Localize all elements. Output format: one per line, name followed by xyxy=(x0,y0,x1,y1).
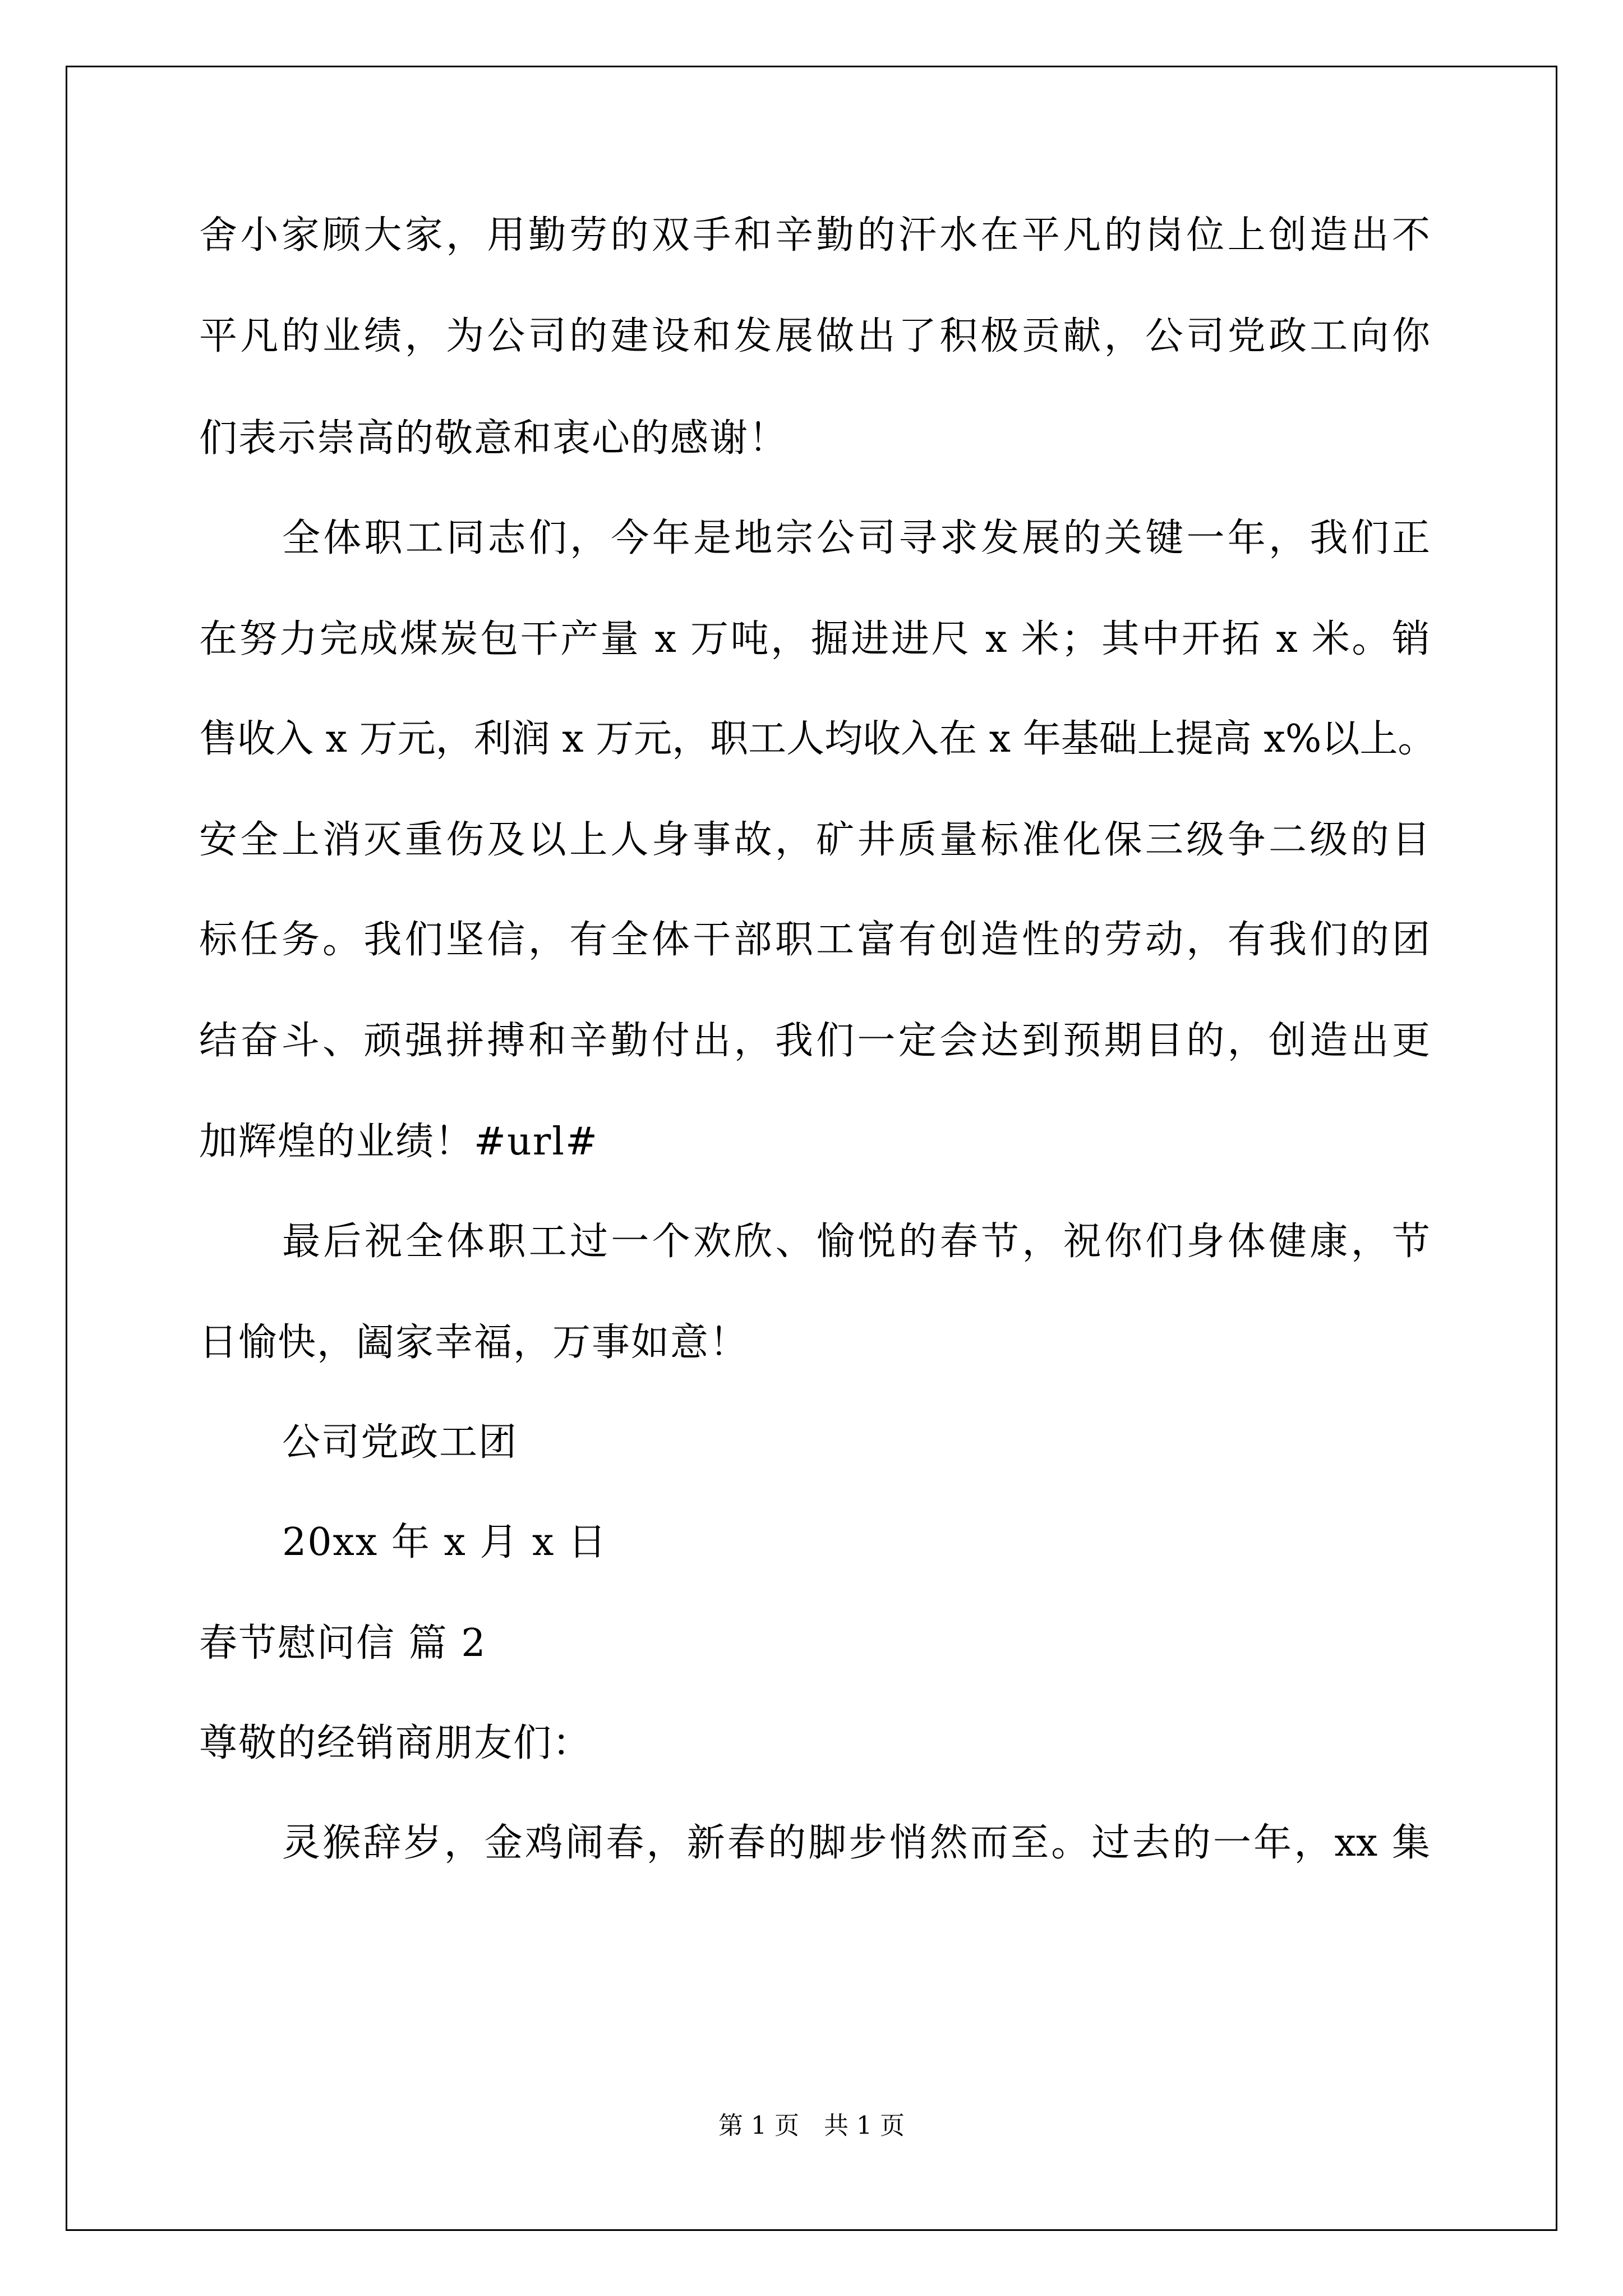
text-line: 结奋斗、顽强拼搏和辛勤付出，我们一定会达到预期目的，创造出更 xyxy=(199,1019,1430,1063)
signature-date: 20xx 年 x 月 x 日 xyxy=(282,1520,608,1565)
text-line: 加辉煌的业绩！#url# xyxy=(199,1120,599,1164)
text-line: 们表示崇高的敬意和衷心的感谢！ xyxy=(199,416,789,461)
text-line: 舍小家顾大家，用勤劳的双手和辛勤的汗水在平凡的岗位上创造出不 xyxy=(199,213,1430,257)
salutation: 尊敬的经销商朋友们： xyxy=(199,1721,592,1765)
page-footer: 第 1 页 共 1 页 xyxy=(718,2111,905,2140)
text-line: 售收入 x 万元，利润 x 万元，职工人均收入在 x 年基础上提高 x%以上。 xyxy=(199,717,1436,761)
paragraph-start-line: 全体职工同志们，今年是地宗公司寻求发展的关键一年，我们正 xyxy=(282,516,1430,560)
text-line: 在努力完成煤炭包干产量 x 万吨，掘进进尺 x 米；其中开拓 x 米。销 xyxy=(199,617,1430,661)
section-heading: 春节慰问信 篇 2 xyxy=(199,1621,487,1665)
text-line: 安全上消灭重伤及以上人身事故，矿井质量标准化保三级争二级的目 xyxy=(199,818,1430,862)
text-line: 标任务。我们坚信，有全体干部职工富有创造性的劳动，有我们的团 xyxy=(199,918,1430,962)
paragraph-start-line: 灵猴辞岁，金鸡闹春，新春的脚步悄然而至。过去的一年，xx 集 xyxy=(282,1821,1430,1865)
paragraph-start-line: 最后祝全体职工过一个欢欣、愉悦的春节，祝你们身体健康，节 xyxy=(282,1220,1430,1264)
signature-organization: 公司党政工团 xyxy=(282,1420,518,1465)
text-line: 日愉快，阖家幸福，万事如意！ xyxy=(199,1320,749,1365)
text-line: 平凡的业绩，为公司的建设和发展做出了积极贡献，公司党政工向你 xyxy=(199,314,1430,358)
